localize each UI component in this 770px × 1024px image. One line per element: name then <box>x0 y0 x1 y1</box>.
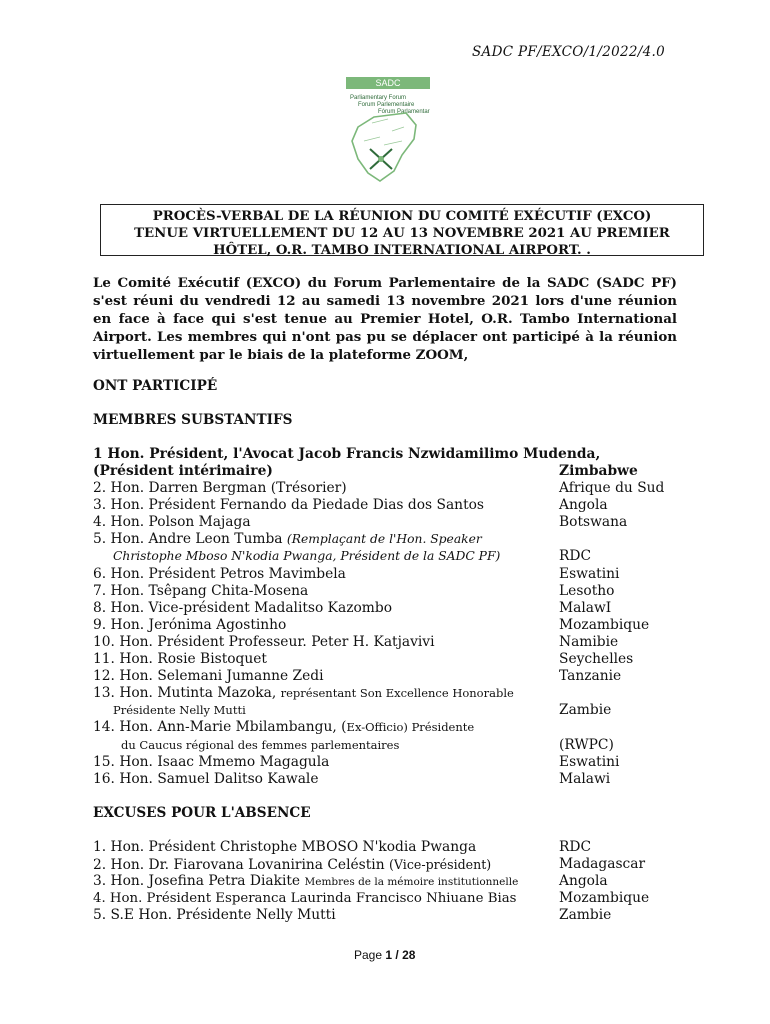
intro-paragraph: Le Comité Exécutif (EXCO) du Forum Parlementaire de la SADC (SADC PF) s'est réuni du vendredi 12 au samedi 13 novembre 2021 lors d'une réunion en face à face qui s'est tenue au Premier Hotel, O.R. Tambo International Airport. Les membres qui n'ont pas pu se déplacer ont participé à la réunion virtuellement par le biais de la plateforme ZOOM, <box>93 275 677 363</box>
member-name: 13. Hon. Mutinta Mazoka, <box>93 685 281 701</box>
member-row <box>93 754 683 771</box>
member-note: du Caucus régional des femmes parlementaires <box>121 738 400 752</box>
member-name: 11. Hon. Rosie Bistoquet <box>93 651 267 667</box>
apology-country: RDC <box>559 839 592 855</box>
member-note: Présidente Nelly Mutti <box>113 703 246 717</box>
member-name: 10. Hon. Président Professeur. Peter H. Katjavivi <box>93 634 435 650</box>
apology-row <box>93 873 683 891</box>
member-country: Seychelles <box>559 651 634 667</box>
member-row <box>93 600 683 617</box>
apology-row <box>93 856 683 874</box>
member-row <box>93 548 683 565</box>
member-name: 12. Hon. Selemani Jumanne Zedi <box>93 668 324 684</box>
page-label: Page <box>354 948 386 962</box>
member-row <box>93 617 683 634</box>
member-name: (Président intérimaire) <box>93 463 273 479</box>
member-row <box>93 771 683 788</box>
member-name: 15. Hon. Isaac Mmemo Magagula <box>93 754 330 770</box>
member-name: 9. Hon. Jerónima Agostinho <box>93 617 287 633</box>
member-row <box>93 531 683 548</box>
page-total: 28 <box>402 948 416 962</box>
apology-name: 2. Hon. Dr. Fiarovana Lovanirina Celéstin <box>93 857 389 873</box>
attended-heading: ONT PARTICIPÉ <box>93 378 218 394</box>
member-country: Zambie <box>559 702 612 718</box>
member-note: représentant Son Excellence Honorable <box>280 686 514 700</box>
member-name: 4. Hon. Polson Majaga <box>93 514 251 530</box>
apology-note: Membres de la mémoire institutionnelle <box>304 876 519 888</box>
member-name: 6. Hon. Président Petros Mavimbela <box>93 566 346 582</box>
member-name: 1 Hon. Président, l'Avocat Jacob Francis Nzwidamilimo Mudenda, <box>93 446 601 462</box>
member-country: Malawi <box>559 771 611 787</box>
member-country: Eswatini <box>559 754 620 770</box>
page-number: 1 <box>385 948 393 962</box>
member-row <box>93 685 683 702</box>
apology-country: Mozambique <box>559 890 650 906</box>
svg-text:Forum Parlementaire: Forum Parlementaire <box>358 102 415 108</box>
member-row <box>93 497 683 514</box>
minutes-title-box <box>100 204 704 256</box>
member-name: 14. Hon. Ann-Marie Mbilambangu, ( <box>93 719 347 735</box>
member-row <box>93 702 683 719</box>
member-name: 8. Hon. Vice-président Madalitso Kazombo <box>93 600 393 616</box>
member-country: Tanzanie <box>559 668 622 684</box>
member-row <box>93 514 683 531</box>
title-line-3: HÔTEL, O.R. TAMBO INTERNATIONAL AIRPORT. . <box>213 243 591 258</box>
member-name: 3. Hon. Président Fernando da Piedade Dias dos Santos <box>93 497 485 513</box>
member-row <box>93 446 683 463</box>
apologies-heading: EXCUSES POUR L'ABSENCE <box>93 805 311 821</box>
title-line-1: PROCÈS-VERBAL DE LA RÉUNION DU COMITÉ EXÉCUTIF (EXCO) <box>152 209 652 224</box>
member-country: MalawI <box>559 600 612 616</box>
member-country: Botswana <box>559 514 628 530</box>
apology-name: 3. Hon. Josefina Petra Diakite <box>93 873 305 889</box>
members-heading: MEMBRES SUBSTANTIFS <box>93 412 293 428</box>
member-row <box>93 463 683 480</box>
member-name: 7. Hon. Tsêpang Chita-Mosena <box>93 583 309 599</box>
apology-country: Angola <box>559 873 608 889</box>
apology-country: Madagascar <box>559 856 646 872</box>
member-country: Zimbabwe <box>559 463 638 479</box>
member-name: 2. Hon. Darren Bergman (Trésorier) <box>93 480 347 496</box>
member-row <box>93 583 683 600</box>
apology-name: 5. S.E Hon. Présidente Nelly Mutti <box>93 907 336 923</box>
sadc-pf-logo <box>344 75 432 187</box>
member-country: Afrique du Sud <box>559 480 665 496</box>
member-row <box>93 651 683 668</box>
title-line-2: TENUE VIRTUELLEMENT DU 12 AU 13 NOVEMBRE 2021 AU PREMIER <box>134 226 670 241</box>
apology-row <box>93 907 683 924</box>
member-country: Lesotho <box>559 583 615 599</box>
member-country: RDC <box>559 548 592 564</box>
member-country: Angola <box>559 497 608 513</box>
member-row <box>93 480 683 497</box>
apology-country: Zambie <box>559 907 612 923</box>
member-row <box>93 737 683 754</box>
member-row <box>93 668 683 685</box>
member-row <box>93 719 683 736</box>
member-row <box>93 634 683 651</box>
member-country: Mozambique <box>559 617 650 633</box>
apology-row <box>93 839 683 856</box>
member-country: Namibie <box>559 634 619 650</box>
member-note: (Remplaçant de l'Hon. Speaker <box>286 532 482 546</box>
member-note: Christophe Mboso N'kodia Pwanga, Président de la SADC PF) <box>113 549 501 563</box>
apology-name: 1. Hon. Président Christophe MBOSO N'kodia Pwanga <box>93 839 477 855</box>
member-note: Ex-Officio) Présidente <box>346 720 475 734</box>
apology-note: (Vice-président) <box>389 857 492 872</box>
member-country: Eswatini <box>559 566 620 582</box>
member-country: (RWPC) <box>559 737 614 753</box>
svg-text:Fórum Parlamentar: Fórum Parlamentar <box>378 109 430 115</box>
svg-text:SADC: SADC <box>375 78 401 88</box>
page-footer <box>354 948 415 962</box>
svg-text:Parliamentary Forum: Parliamentary Forum <box>350 95 407 101</box>
apology-name: 4. Hon. Président Esperanca Laurinda Francisco Nhiuane Bias <box>93 891 517 906</box>
page-separator: / <box>392 948 403 962</box>
apology-row <box>93 890 683 907</box>
member-name: 5. Hon. Andre Leon Tumba <box>93 531 283 547</box>
document-reference: SADC PF/EXCO/1/2022/4.0 <box>472 44 666 60</box>
member-row <box>93 566 683 583</box>
member-name: 16. Hon. Samuel Dalitso Kawale <box>93 771 319 787</box>
